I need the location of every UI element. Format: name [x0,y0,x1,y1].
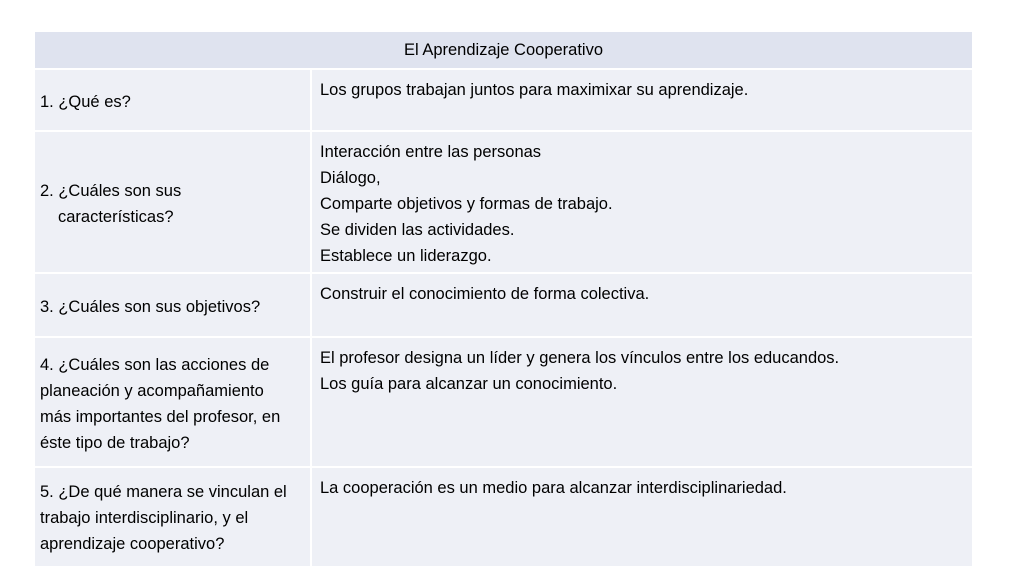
answer-text: Se dividen las actividades. [320,221,515,239]
question-cell [34,467,311,567]
answer-text: Interacción entre las personas [320,143,542,161]
answer-text: Construir el conocimiento de forma colectiva. [320,285,650,303]
question-text: características? [58,208,174,226]
answer-cell [311,467,973,567]
answer-text: Comparte objetivos y formas de trabajo. [320,195,613,213]
answer-cell [311,273,973,337]
table-row [34,273,973,337]
answer-text: Establece un liderazgo. [320,247,492,265]
answer-text: Diálogo, [320,169,381,187]
question-text: 3. ¿Cuáles son sus objetivos? [40,298,261,316]
question-cell [34,69,311,131]
answer-text: La cooperación es un medio para alcanzar interdisciplinariedad. [320,479,787,497]
answer-cell [311,131,973,273]
question-cell [34,337,311,467]
answer-text: Los guía para alcanzar un conocimiento. [320,375,618,393]
table-row [34,337,973,467]
question-text: 5. ¿De qué manera se vinculan el [40,483,287,501]
question-text: más importantes del profesor, en [40,408,281,426]
question-text: trabajo interdisciplinario, y el [40,509,249,527]
question-text: 2. ¿Cuáles son sus [40,182,182,200]
table-header-row [34,31,973,69]
answer-text: Los grupos trabajan juntos para maximixar su aprendizaje. [320,81,749,99]
question-text: éste tipo de trabajo? [40,434,190,452]
question-text: aprendizaje cooperativo? [40,535,225,553]
question-cell [34,273,311,337]
question-cell [34,131,311,273]
table-row [34,467,973,567]
table-row [34,131,973,273]
table-row [34,69,973,131]
table-title: El Aprendizaje Cooperativo [34,31,973,69]
question-text: 1. ¿Qué es? [40,93,131,111]
answer-cell [311,69,973,131]
question-text: 4. ¿Cuáles son las acciones de [40,356,270,374]
answer-cell [311,337,973,467]
question-text: planeación y acompañamiento [40,382,264,400]
answer-text: El profesor designa un líder y genera los vínculos entre los educandos. [320,349,840,367]
cooperative-learning-table [33,30,974,568]
